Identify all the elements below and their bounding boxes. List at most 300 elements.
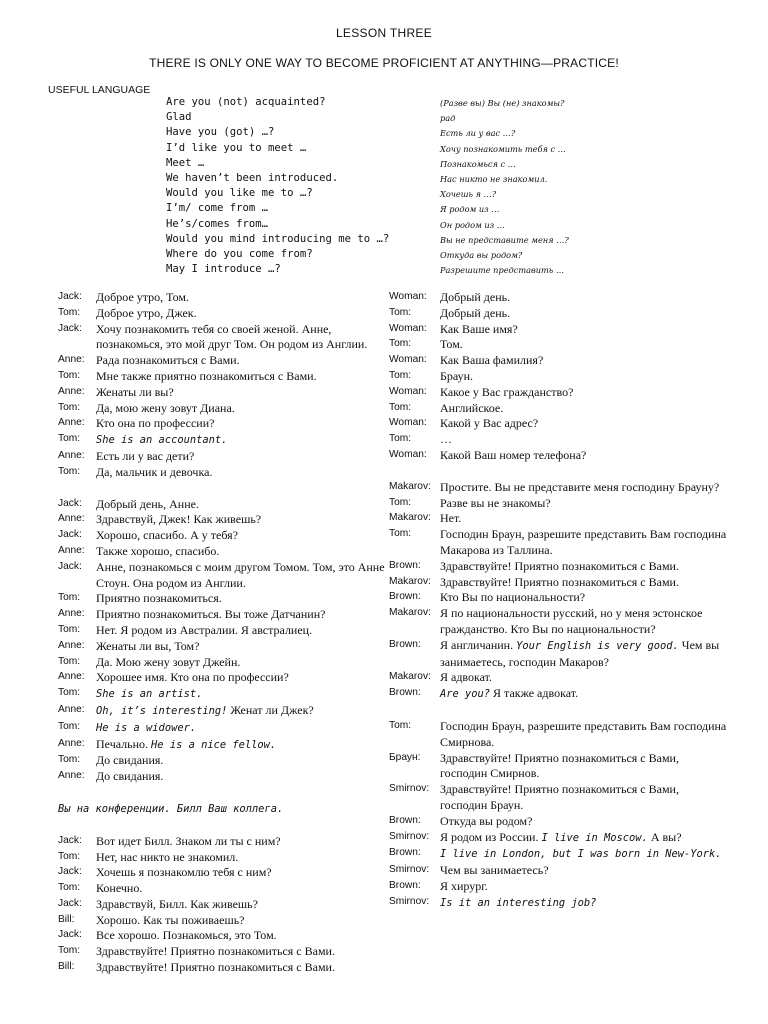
lesson-title: LESSON THREE (335, 26, 433, 40)
phrase-english: Meet … (166, 156, 205, 169)
dialogue-line (58, 753, 388, 769)
dialogue-text (96, 753, 386, 769)
dialogue-text (440, 670, 728, 686)
dialogue-text (96, 639, 386, 655)
dialogue-text (96, 737, 386, 754)
dialogue-line (389, 480, 729, 496)
russian-phrase: Я англичанин. (440, 637, 517, 652)
dialogue-text (96, 834, 386, 850)
phrase-russian: Разрешите представить … (440, 265, 565, 276)
phrase-english: We haven’t been introduced. (166, 171, 339, 184)
russian-phrase: Чем вы занимаетесь? (440, 863, 549, 878)
russian-phrase: Как Ваша фамилия? (440, 353, 544, 368)
dialogue-text (440, 306, 728, 322)
dialogue-line (58, 385, 388, 401)
dialogue-text (96, 512, 386, 528)
russian-phrase: Вот идет Билл. Знаком ли ты с ним? (96, 833, 281, 848)
speaker-label: Woman: (389, 291, 427, 302)
english-phrase: Is it an interesting job? (440, 896, 597, 909)
speaker-label: Jack: (58, 497, 82, 509)
dialogue-text (96, 720, 386, 737)
russian-phrase: Здравствуйте! Приятно познакомиться с Вами, господин Смирнов. (440, 750, 679, 781)
russian-phrase: Нет, нас никто не знакомил. (96, 849, 239, 864)
phrase-russian: Я родом из … (440, 204, 500, 215)
phrase-english: Where do you come from? (166, 247, 313, 260)
speaker-label: Tom: (58, 655, 81, 667)
speaker-label: Brown: (389, 879, 421, 891)
dialogue-line (389, 306, 729, 322)
dialogue-line (58, 560, 388, 592)
speaker-label: Woman: (389, 448, 427, 460)
russian-phrase: Хорошо. Как ты поживаешь? (96, 912, 245, 927)
russian-phrase: Какой Ваш номер телефона? (440, 447, 587, 462)
dialogue-line (389, 496, 729, 512)
speaker-label: Tom: (58, 687, 81, 699)
speaker-label: Bill: (58, 913, 75, 925)
dialogue-text (96, 703, 386, 720)
lesson-motto: THERE IS ONLY ONE WAY TO BECOME PROFICIENT AT ANYTHING—PRACTICE! (149, 56, 619, 70)
dialogue-text (96, 850, 386, 866)
dialogue-text (96, 655, 386, 671)
dialogue-line (389, 448, 729, 464)
speaker-label: Makarov: (389, 607, 431, 619)
speaker-label: Tom: (58, 882, 81, 894)
dialogue-text (96, 385, 386, 401)
dialogue-line (389, 830, 729, 847)
dialogue-line (389, 432, 729, 448)
speaker-label: Anne: (58, 385, 85, 397)
russian-phrase: … (440, 432, 452, 447)
dialogue-line (389, 751, 729, 783)
dialogue-line (58, 881, 388, 897)
russian-phrase: Здравствуйте! Приятно познакомиться с Вами. (440, 574, 679, 589)
useful-language-heading: USEFUL LANGUAGE (48, 84, 151, 96)
english-phrase: Are you? (440, 688, 491, 701)
dialogue-text (96, 306, 386, 322)
russian-phrase: А вы? (647, 829, 682, 844)
speaker-label: Tom: (389, 719, 412, 731)
dialogue-line (58, 944, 388, 960)
dialogue-text (96, 353, 386, 369)
speaker-label: Tom: (58, 592, 81, 604)
dialogue-text (96, 416, 386, 432)
speaker-label: Woman: (389, 417, 427, 429)
speaker-label: Anne: (58, 608, 85, 620)
dialogue-text (96, 465, 386, 481)
dialogue-text (440, 590, 728, 606)
dialogue-line (389, 416, 729, 432)
speaker-label: Brown: (389, 638, 421, 650)
speaker-label: Brown: (389, 847, 421, 859)
dialogue-line (389, 575, 729, 591)
dialogue-text (440, 511, 728, 527)
speaker-label: Bill: (58, 961, 75, 973)
speaker-label: Anne: (58, 417, 85, 429)
english-phrase: He is a widower. (96, 721, 197, 734)
phrase-english: He’s/comes from… (166, 217, 269, 230)
russian-phrase: Разве вы не знакомы? (440, 495, 551, 510)
phrase-russian: Хочу познакомить тебя с … (440, 143, 566, 154)
speaker-label: Brown: (389, 814, 421, 826)
speaker-label: Tom: (389, 338, 412, 350)
dialogue-text (440, 782, 728, 814)
dialogue-text (440, 846, 728, 863)
dialogue-line (389, 686, 729, 703)
speaker-label: Anne: (58, 737, 85, 749)
russian-phrase: Хочешь я познакомлю тебя с ним? (96, 865, 272, 880)
dialogue-line (389, 385, 729, 401)
russian-phrase: Да. Мою жену зовут Джейн. (96, 654, 241, 669)
dialogue-line (389, 719, 729, 751)
dialogue-line (58, 686, 388, 703)
dialogue-text (440, 527, 728, 559)
russian-phrase: Мне также приятно познакомиться с Вами. (96, 368, 317, 383)
speaker-label: Smirnov: (389, 895, 430, 907)
speaker-label: Jack: (58, 529, 82, 541)
dialogue-text (96, 865, 386, 881)
russian-phrase: Также хорошо, спасибо. (96, 543, 220, 558)
dialogue-line (58, 465, 388, 481)
dialogue-text (96, 960, 386, 976)
dialogue-line (389, 863, 729, 879)
dialogue-text (96, 881, 386, 897)
russian-phrase: Женат ли Джек? (227, 702, 314, 717)
russian-phrase: Анне, познакомься с моим другом Томом. Том, это Анне Стоун. Она родом из Англии. (96, 559, 385, 590)
dialogue-line (58, 769, 388, 785)
phrase-russian: Откуда вы родом? (440, 249, 523, 260)
dialogue-line (389, 527, 729, 559)
speaker-label: Tom: (389, 528, 412, 540)
dialogue-line (389, 401, 729, 417)
dialogue-text (440, 353, 728, 369)
speaker-label: Tom: (58, 401, 81, 413)
dialogue-line (389, 846, 729, 863)
dialogue-text (440, 863, 728, 879)
dialogue-text (96, 560, 386, 592)
russian-phrase: Какое у Вас гражданство? (440, 384, 574, 399)
dialogue-line (58, 497, 388, 513)
dialogue-line (58, 416, 388, 432)
dialogue-line (58, 322, 388, 354)
dialogue-text (440, 290, 728, 306)
russian-phrase: Все хорошо. Познакомься, это Том. (96, 928, 277, 943)
russian-phrase: Я по национальности русский, но у меня эстонское гражданство. Кто Вы по национальности? (440, 606, 703, 636)
speaker-label: Tom: (58, 369, 81, 381)
speaker-label: Tom: (58, 720, 81, 732)
dialogue-line (58, 528, 388, 544)
russian-phrase: Здравствуйте! Приятно познакомиться с Вами. (440, 558, 679, 573)
dialogue-line (58, 960, 388, 976)
dialogue-text (96, 544, 386, 560)
speaker-label: Jack: (58, 897, 82, 909)
dialogue-line (58, 401, 388, 417)
russian-phrase: Хочу познакомить тебя со своей женой. Анне, познакомься, это мой друг Том. Он родом из Англии. (96, 321, 368, 352)
dialogue-text (96, 769, 386, 785)
english-phrase: He is a nice fellow. (151, 738, 277, 751)
phrase-english: Glad (166, 111, 192, 124)
speaker-label: Anne: (58, 354, 85, 366)
dialogue-line (58, 897, 388, 913)
dialogue-text (96, 897, 386, 913)
dialogue-text (96, 928, 386, 944)
dialogue-line (389, 290, 729, 306)
dialogue-text (96, 432, 386, 449)
dialogue-text (440, 369, 728, 385)
dialogue-line (58, 369, 388, 385)
dialogue-text (96, 528, 386, 544)
russian-phrase: Рада познакомиться с Вами. (96, 353, 240, 368)
dialogue-text (96, 623, 386, 639)
russian-phrase: Кто она по профессии? (96, 416, 215, 431)
russian-phrase: Кто Вы по национальности? (440, 590, 586, 605)
dialogue-line (58, 913, 388, 929)
russian-phrase: Да, мою жену зовут Диана. (96, 400, 235, 415)
russian-phrase: Добрый день. (440, 305, 511, 320)
dialogue-line (58, 720, 388, 737)
speaker-label: Tom: (389, 306, 412, 318)
speaker-label: Anne: (58, 703, 85, 715)
speaker-label: Woman: (389, 385, 427, 397)
speaker-label: Woman: (389, 322, 427, 334)
russian-phrase: Английское. (440, 400, 504, 415)
dialogue-text (440, 432, 728, 448)
dialogue-line (389, 606, 729, 638)
dialogue-line (389, 353, 729, 369)
dialogue-line (58, 623, 388, 639)
russian-phrase: Том. (440, 337, 463, 352)
speaker-label: Brown: (389, 559, 421, 571)
dialogue-text (96, 290, 386, 306)
russian-phrase: Нет. Я родом из Австралии. Я австралиец. (96, 622, 313, 637)
dialogue-text (440, 895, 728, 912)
speaker-label: Tom: (389, 496, 412, 508)
russian-phrase: Какой у Вас адрес? (440, 416, 539, 431)
russian-phrase: Есть ли у вас дети? (96, 448, 195, 463)
dialogue-text (440, 559, 728, 575)
speaker-label: Браун: (389, 751, 421, 763)
dialogue-line (389, 895, 729, 912)
speaker-label: Tom: (58, 850, 81, 862)
phrase-russian: Есть ли у вас …? (440, 128, 516, 139)
dialogue-text (440, 879, 728, 895)
phrase-english: Would you like me to …? (166, 187, 313, 200)
dialogue-text (96, 449, 386, 465)
speaker-label: Tom: (58, 433, 81, 445)
dialogue-line (58, 432, 388, 449)
russian-phrase: До свидания. (96, 753, 164, 768)
speaker-label: Anne: (58, 449, 85, 461)
english-phrase: Oh, it’s interesting! (96, 704, 228, 717)
phrase-english: I’m/ come from … (166, 202, 269, 215)
english-phrase: I live in Moscow. (541, 831, 648, 844)
dialogue-text (440, 686, 728, 703)
dialogue-text (440, 337, 728, 353)
dialogue-line (58, 512, 388, 528)
russian-phrase: Добрый день, Анне. (96, 496, 199, 511)
phrase-russian: Хочешь я …? (440, 189, 497, 200)
speaker-label: Jack: (58, 291, 82, 302)
dialogue-line (58, 801, 388, 818)
dialogue-line (389, 782, 729, 814)
speaker-label: Makarov: (389, 480, 431, 492)
speaker-label: Tom: (58, 754, 81, 766)
speaker-label: Tom: (58, 623, 81, 635)
dialogue-text (440, 751, 728, 783)
phrase-russian: (Разве вы) Вы (не) знакомы? (440, 98, 565, 108)
english-phrase: Your English is very good. (516, 639, 679, 652)
dialogue-column-right (389, 290, 729, 911)
dialogue-line (58, 591, 388, 607)
dialogue-line (58, 928, 388, 944)
speaker-label: Tom: (58, 306, 81, 318)
russian-phrase: Я адвокат. (440, 670, 493, 685)
russian-phrase: Я родом из России. (440, 829, 542, 844)
phrase-english: Have you (got) …? (166, 126, 275, 139)
russian-phrase: Господин Браун, разрешите представить Вам господина Смирнова. (440, 718, 727, 749)
dialogue-line (389, 322, 729, 338)
dialogue-text (440, 719, 728, 751)
russian-phrase: Как Ваше имя? (440, 321, 518, 336)
speaker-label: Tom: (58, 465, 81, 477)
russian-phrase: Женаты ли вы, Том? (96, 638, 200, 653)
russian-phrase: Здравствуй, Билл. Как живешь? (96, 896, 258, 911)
dialogue-text (96, 913, 386, 929)
dialogue-text (440, 814, 728, 830)
dialogue-text (440, 322, 728, 338)
dialogue-text (440, 385, 728, 401)
speaker-label: Tom: (58, 945, 81, 957)
dialogue-text (440, 606, 728, 638)
russian-phrase: Печально. (96, 736, 152, 751)
speaker-label: Jack: (58, 834, 82, 846)
dialogue-text (96, 607, 386, 623)
dialogue-line (58, 850, 388, 866)
phrase-russian: Познакомься с … (440, 158, 516, 169)
english-phrase: She is an accountant. (96, 434, 228, 447)
russian-phrase: Здравствуйте! Приятно познакомиться с Вами, господин Браун. (440, 782, 679, 812)
russian-phrase: Конечно. (96, 881, 143, 896)
dialogue-text (96, 401, 386, 417)
phrase-english: Are you (not) acquainted? (166, 96, 326, 108)
speaker-label: Tom: (389, 433, 412, 445)
russian-phrase: Хорошо, спасибо. А у тебя? (96, 528, 238, 543)
english-phrase: Вы на конференции. Билл Ваш коллега. (58, 802, 284, 815)
dialogue-line (58, 655, 388, 671)
dialogue-line (389, 879, 729, 895)
phrase-russian: Нас никто не знакомил. (440, 173, 548, 184)
speaker-label: Anne: (58, 544, 85, 556)
dialogue-line (58, 306, 388, 322)
dialogue-text (440, 416, 728, 432)
dialogue-text (440, 575, 728, 591)
phrase-english: I’d like you to meet … (166, 141, 307, 154)
dialogue-text (440, 830, 728, 847)
dialogue-line (389, 814, 729, 830)
dialogue-text (96, 686, 386, 703)
speaker-label: Brown: (389, 687, 421, 699)
dialogue-text (58, 801, 388, 818)
dialogue-line (58, 353, 388, 369)
russian-phrase: Женаты ли вы? (96, 384, 174, 399)
speaker-label: Anne: (58, 513, 85, 525)
dialogue-text (440, 496, 728, 512)
dialogue-line (58, 290, 388, 306)
dialogue-line (389, 511, 729, 527)
dialogue-line (58, 544, 388, 560)
russian-phrase: Хорошее имя. Кто она по профессии? (96, 670, 289, 685)
speaker-label: Anne: (58, 639, 85, 651)
speaker-label: Makarov: (389, 671, 431, 683)
phrase-russian: рад (440, 113, 456, 124)
russian-phrase: Браун. (440, 368, 474, 383)
dialogue-column-left (58, 290, 388, 976)
russian-phrase: Добрый день. (440, 290, 511, 304)
russian-phrase: Чем вы занимаетесь, господин Макаров? (440, 637, 720, 669)
dialogue-line (58, 703, 388, 720)
dialogue-line (389, 369, 729, 385)
phrase-russian: Он родом из … (440, 219, 505, 230)
russian-phrase: Я также адвокат. (490, 686, 579, 701)
phrase-russian: Вы не представите меня …? (440, 234, 569, 245)
dialogue-text (440, 480, 728, 496)
dialogue-line (58, 834, 388, 850)
speaker-label: Brown: (389, 591, 421, 603)
russian-phrase: Откуда вы родом? (440, 813, 533, 828)
speaker-label: Jack: (58, 866, 82, 878)
dialogue-line (389, 337, 729, 353)
phrase-english: May I introduce …? (166, 263, 281, 276)
russian-phrase: Я хирург. (440, 878, 488, 893)
english-phrase: She is an artist. (96, 688, 203, 701)
dialogue-line (58, 865, 388, 881)
russian-phrase: Да, мальчик и девочка. (96, 464, 213, 479)
russian-phrase: Доброе утро, Джек. (96, 305, 197, 320)
dialogue-line (389, 670, 729, 686)
dialogue-text (96, 369, 386, 385)
dialogue-text (96, 670, 386, 686)
dialogue-line (389, 590, 729, 606)
speaker-label: Jack: (58, 929, 82, 941)
dialogue-line (58, 639, 388, 655)
speaker-label: Tom: (389, 401, 412, 413)
dialogue-text (440, 401, 728, 417)
speaker-label: Anne: (58, 770, 85, 782)
russian-phrase: Здравствуйте! Приятно познакомиться с Вами. (96, 960, 335, 975)
russian-phrase: Господин Браун, разрешите представить Вам господина Макарова из Таллина. (440, 527, 727, 557)
dialogue-line (58, 607, 388, 623)
speaker-label: Makarov: (389, 512, 431, 524)
dialogue-text (440, 448, 728, 464)
dialogue-text (440, 638, 728, 671)
dialogue-text (96, 497, 386, 513)
dialogue-line (58, 670, 388, 686)
russian-phrase: Приятно познакомиться. Вы тоже Датчанин? (96, 607, 326, 622)
russian-phrase: Простите. Вы не представите меня господину Брауну? (440, 479, 720, 494)
russian-phrase: Здравствуй, Джек! Как живешь? (96, 512, 262, 527)
speaker-label: Smirnov: (389, 830, 430, 842)
speaker-label: Jack: (58, 322, 82, 334)
dialogue-text (96, 591, 386, 607)
russian-phrase: Доброе утро, Том. (96, 290, 189, 304)
speaker-label: Smirnov: (389, 783, 430, 795)
speaker-label: Woman: (389, 354, 427, 366)
speaker-label: Makarov: (389, 575, 431, 587)
speaker-label: Jack: (58, 560, 82, 572)
speaker-label: Smirnov: (389, 864, 430, 876)
dialogue-line (389, 559, 729, 575)
speaker-label: Anne: (58, 671, 85, 683)
dialogue-line (389, 638, 729, 671)
